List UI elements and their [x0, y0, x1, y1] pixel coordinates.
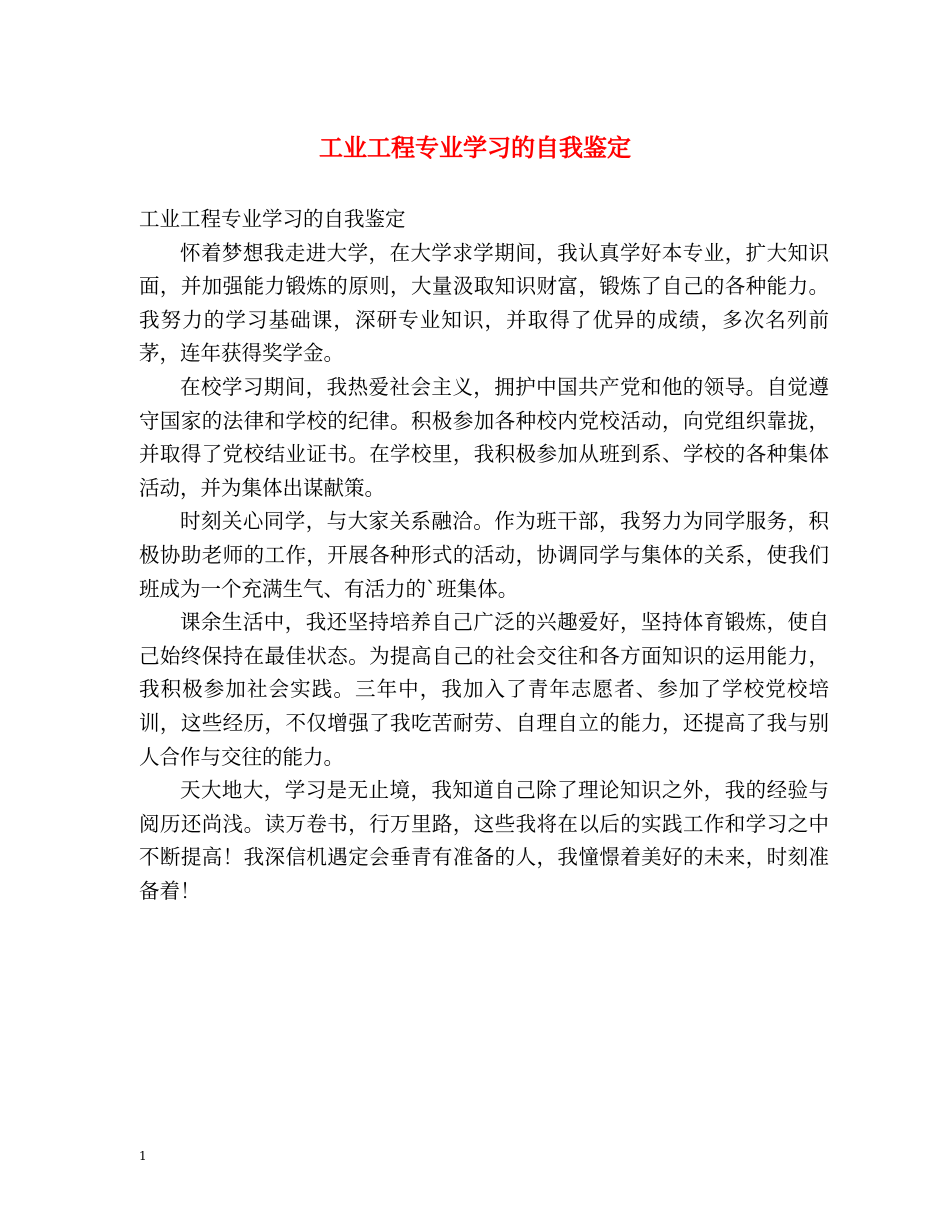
paragraph-4: 课余生活中，我还坚持培养自己广泛的兴趣爱好，坚持体育锻炼，使自己始终保持在最佳状态。为提高自己的社会交往和各方面知识的运用能力，我积极参加社会实践。三年中，我加入了青年志愿者、参加了学校党校培训，这些经历，不仅增强了我吃苦耐劳、自理自立的能力，还提高了我与别人合作与交往的能力。 — [139, 610, 829, 769]
document-body — [139, 203, 829, 908]
paragraph-1: 怀着梦想我走进大学，在大学求学期间，我认真学好本专业，扩大知识面，并加强能力锻炼的原则，大量汲取知识财富，锻炼了自己的各种能力。我努力的学习基础课，深研专业知识，并取得了优异的成绩，多次名列前茅，连年获得奖学金。 — [139, 240, 829, 366]
paragraph-5: 天大地大，学习是无止境，我知道自己除了理论知识之外，我的经验与阅历还尚浅。读万卷书，行万里路，这些我将在以后的实践工作和学习之中不断提高！我深信机遇定会垂青有准备的人，我憧憬着美好的未来，时刻准备着！ — [139, 778, 829, 903]
document-subtitle: 工业工程专业学习的自我鉴定 — [139, 207, 406, 231]
page-number: 1 — [139, 1149, 147, 1163]
document-title: 工业工程专业学习的自我鉴定 — [319, 133, 631, 162]
paragraph-3: 时刻关心同学，与大家关系融洽。作为班干部，我努力为同学服务，积极协助老师的工作，开展各种形式的活动，协调同学与集体的关系，使我们班成为一个充满生气、有活力的`班集体。 — [139, 509, 829, 601]
paragraph-2: 在校学习期间，我热爱社会主义，拥护中国共产党和他的领导。自觉遵守国家的法律和学校的纪律。积极参加各种校内党校活动，向党组织靠拢，并取得了党校结业证书。在学校里，我积极参加从班到系、学校的各种集体活动，并为集体出谋献策。 — [139, 374, 829, 500]
